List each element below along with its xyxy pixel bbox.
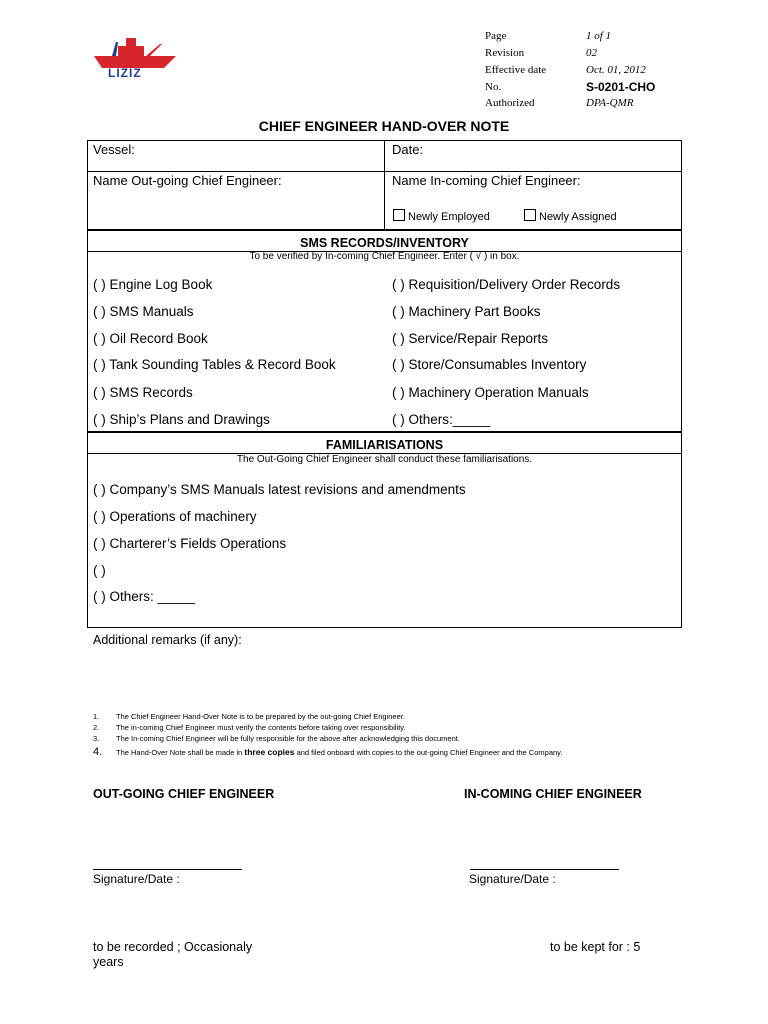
newly-assigned-checkbox[interactable] bbox=[524, 209, 536, 221]
newly-employed-label: Newly Employed bbox=[408, 211, 490, 223]
meta-authorized-label: Authorized bbox=[485, 97, 535, 109]
document-title: CHIEF ENGINEER HAND-OVER NOTE bbox=[258, 118, 510, 134]
meta-effective-value: Oct. 01, 2012 bbox=[586, 64, 646, 76]
sms-item[interactable]: ( ) Store/Consumables Inventory bbox=[392, 357, 587, 372]
outgoing-signature-title: OUT-GOING CHIEF ENGINEER bbox=[93, 787, 275, 801]
sms-item[interactable]: ( ) Others:_____ bbox=[392, 412, 491, 427]
logo-text: LIZIZ bbox=[108, 66, 142, 80]
incoming-signature-line[interactable] bbox=[470, 869, 619, 870]
meta-no-value: S-0201-CHO bbox=[586, 80, 656, 94]
sms-item[interactable]: ( ) Ship’s Plans and Drawings bbox=[93, 412, 270, 427]
sms-item[interactable]: ( ) SMS Records bbox=[93, 385, 193, 400]
fam-item[interactable]: ( ) Others: _____ bbox=[93, 589, 196, 604]
sms-item[interactable]: ( ) Tank Sounding Tables & Record Book bbox=[93, 357, 336, 372]
newly-employed-checkbox[interactable] bbox=[393, 209, 405, 221]
vessel-label: Vessel: bbox=[93, 142, 135, 157]
sms-item[interactable]: ( ) Service/Repair Reports bbox=[392, 331, 549, 346]
date-label: Date: bbox=[392, 142, 424, 157]
fam-item[interactable]: ( ) Company’s SMS Manuals latest revisions and amendments bbox=[93, 482, 466, 497]
sms-item[interactable]: ( ) Requisition/Delivery Order Records bbox=[392, 277, 621, 292]
note-item: 1. The Chief Engineer Hand-Over Note is to be prepared by the out-going Chief Engineer. bbox=[93, 712, 405, 721]
note-item: 4. The Hand-Over Note shall be made in three copies and filed onboard with copies to the out-going Chief Engineer and the Company. bbox=[93, 746, 563, 758]
additional-remarks-label: Additional remarks (if any): bbox=[93, 633, 242, 647]
sms-item[interactable]: ( ) Oil Record Book bbox=[93, 331, 208, 346]
fam-item[interactable]: ( ) Charterer’s Fields Operations bbox=[93, 536, 287, 551]
note-item: 3. The In-coming Chief Engineer will be fully responsible for the above after acknowledging this document. bbox=[93, 734, 460, 743]
sms-section-title: SMS RECORDS/INVENTORY bbox=[300, 236, 469, 250]
meta-revision-label: Revision bbox=[485, 47, 525, 59]
sms-item[interactable]: ( ) SMS Manuals bbox=[93, 304, 194, 319]
incoming-name-label: Name In-coming Chief Engineer: bbox=[392, 173, 581, 188]
meta-no-label: No. bbox=[485, 81, 502, 93]
footer-record-text: to be recorded ; Occasionaly bbox=[93, 940, 253, 954]
note-item: 2. The in-coming Chief Engineer must verify the contents before taking over responsibility. bbox=[93, 723, 406, 732]
fam-section-title: FAMILIARISATIONS bbox=[325, 438, 444, 452]
fam-item[interactable]: ( ) Operations of machinery bbox=[93, 509, 257, 524]
newly-assigned-label: Newly Assigned bbox=[539, 211, 617, 223]
fam-section-subtitle: The Out-Going Chief Engineer shall conduct these familiarisations. bbox=[236, 454, 533, 465]
sms-item[interactable]: ( ) Engine Log Book bbox=[93, 277, 213, 292]
newly-assigned-option[interactable] bbox=[524, 209, 617, 223]
footer-years-text: years bbox=[93, 955, 124, 969]
meta-revision-value: 02 bbox=[586, 47, 597, 59]
meta-authorized-value: DPA-QMR bbox=[586, 97, 634, 109]
incoming-signature-label: Signature/Date : bbox=[469, 872, 556, 886]
outgoing-signature-label: Signature/Date : bbox=[93, 872, 180, 886]
meta-page-value: 1 of 1 bbox=[586, 30, 612, 42]
meta-effective-label: Effective date bbox=[485, 64, 547, 76]
fam-item[interactable]: ( ) bbox=[93, 563, 106, 578]
footer-kept-text: to be kept for : 5 bbox=[550, 940, 641, 954]
meta-page-label: Page bbox=[485, 30, 507, 42]
sms-item[interactable]: ( ) Machinery Operation Manuals bbox=[392, 385, 589, 400]
outgoing-name-label: Name Out-going Chief Engineer: bbox=[93, 173, 282, 188]
incoming-signature-title: IN-COMING CHIEF ENGINEER bbox=[464, 787, 642, 801]
sms-item[interactable]: ( ) Machinery Part Books bbox=[392, 304, 541, 319]
newly-employed-option[interactable] bbox=[393, 209, 490, 223]
outgoing-signature-line[interactable] bbox=[93, 869, 242, 870]
sms-section-subtitle: To be verified by In-coming Chief Engineer. Enter ( √ ) in box. bbox=[249, 251, 520, 262]
